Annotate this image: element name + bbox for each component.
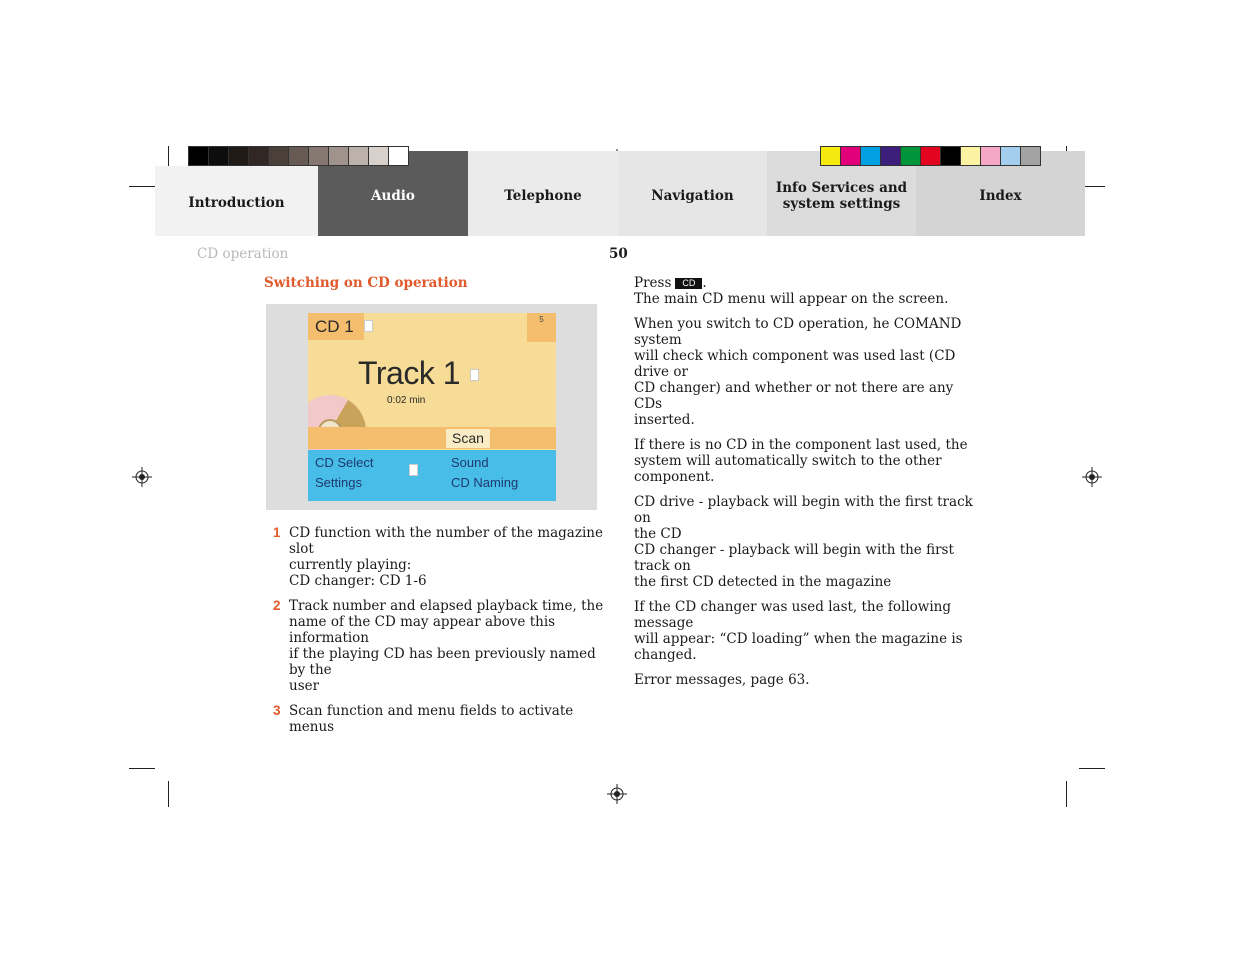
- page-number: 50: [609, 246, 628, 262]
- legend-number: 3: [273, 703, 281, 718]
- color-swatch: [861, 147, 881, 165]
- color-swatch: [269, 147, 289, 165]
- tab-label: system settings: [782, 195, 901, 212]
- body-line: If there is no CD in the component last used, the: [634, 437, 968, 453]
- legend-item: [264, 598, 609, 694]
- section-title: Switching on CD operation: [264, 275, 468, 291]
- cd-menu-bar: [308, 450, 556, 501]
- legend-text: Scan function and menu fields to activate menus: [289, 703, 574, 735]
- legend-text: user: [289, 678, 320, 694]
- scan-bar: [308, 427, 556, 449]
- color-swatch: [209, 147, 229, 165]
- color-swatch: [881, 147, 901, 165]
- running-header: CD operation: [197, 246, 289, 262]
- cd-function-label: CD 1: [308, 313, 364, 340]
- body-line: CD drive - playback will begin with the first track on: [634, 494, 973, 526]
- track-label: Track 1: [358, 355, 460, 391]
- elapsed-time: 0:02 min: [387, 395, 426, 406]
- menu-cd-naming[interactable]: CD Naming: [451, 475, 519, 490]
- color-swatch: [189, 147, 209, 165]
- body-paragraph: [634, 672, 979, 688]
- body-line: Error messages, page 63.: [634, 672, 810, 688]
- body-text: [634, 275, 979, 697]
- body-line: will check which component was used last (CD drive or: [634, 348, 956, 380]
- registration-mark-icon: [132, 467, 152, 487]
- body-line: the CD: [634, 526, 682, 542]
- slot-indicator: 5: [527, 313, 556, 342]
- color-calibration-strip: [820, 146, 1041, 166]
- color-swatch: [961, 147, 981, 165]
- body-line: changed.: [634, 647, 697, 663]
- crop-mark: [129, 186, 155, 187]
- menu-sound[interactable]: Sound: [451, 455, 489, 470]
- tab-label: Index: [979, 187, 1022, 204]
- color-swatch: [921, 147, 941, 165]
- body-line: If the CD changer was used last, the following message: [634, 599, 952, 631]
- body-line: The main CD menu will appear on the screen.: [634, 291, 949, 307]
- registration-mark-icon: [1082, 467, 1102, 487]
- tab-label: Navigation: [651, 187, 734, 204]
- body-line: the first CD detected in the magazine: [634, 574, 892, 590]
- tab-label: Telephone: [504, 187, 582, 204]
- color-swatch: [841, 147, 861, 165]
- menu-settings[interactable]: Settings: [315, 475, 362, 490]
- tab-label: Audio: [371, 187, 415, 204]
- press-suffix: .: [702, 275, 707, 291]
- callout-marker-3: [409, 464, 418, 476]
- body-line: will appear: “CD loading” when the magazine is: [634, 631, 963, 647]
- color-swatch: [289, 147, 309, 165]
- legend-text: currently playing:: [289, 557, 412, 573]
- tab-label: Info Services and: [775, 179, 908, 196]
- color-swatch: [309, 147, 329, 165]
- figure-legend: [264, 525, 609, 744]
- menu-cd-select[interactable]: CD Select: [315, 455, 374, 470]
- body-paragraph: [634, 291, 979, 307]
- press-instruction: [634, 275, 979, 291]
- color-swatch: [821, 147, 841, 165]
- body-line: inserted.: [634, 412, 695, 428]
- color-swatch: [981, 147, 1001, 165]
- tab-introduction[interactable]: [155, 166, 318, 236]
- body-paragraph: [634, 494, 979, 590]
- body-paragraph: [634, 599, 979, 663]
- color-swatch: [389, 147, 408, 165]
- tab-label: Introduction: [188, 195, 285, 211]
- color-swatch: [1001, 147, 1021, 165]
- crop-mark: [129, 768, 155, 769]
- color-swatch: [369, 147, 389, 165]
- scan-button[interactable]: Scan: [446, 429, 490, 448]
- color-swatch: [349, 147, 369, 165]
- body-paragraph: [634, 316, 979, 428]
- tab-telephone[interactable]: [468, 151, 618, 236]
- color-swatch: [329, 147, 349, 165]
- body-line: CD changer) and whether or not there are any CDs: [634, 380, 954, 412]
- legend-text: Track number and elapsed playback time, the: [289, 598, 604, 614]
- color-swatch: [249, 147, 269, 165]
- legend-text: name of the CD may appear above this information: [289, 614, 556, 646]
- legend-text: CD changer: CD 1-6: [289, 573, 427, 589]
- color-swatch: [941, 147, 961, 165]
- cd-screen: [308, 313, 556, 501]
- color-swatch: [1021, 147, 1040, 165]
- body-line: component.: [634, 469, 715, 485]
- color-swatch: [901, 147, 921, 165]
- press-prefix: Press: [634, 275, 672, 291]
- tab-navigation[interactable]: [618, 151, 767, 236]
- legend-text: if the playing CD has been previously named by the: [289, 646, 596, 678]
- body-line: system will automatically switch to the other: [634, 453, 942, 469]
- color-swatch: [229, 147, 249, 165]
- cd-screen-figure: [266, 304, 597, 510]
- crop-mark: [1066, 781, 1067, 807]
- legend-item: [264, 525, 609, 589]
- body-paragraph: [634, 437, 979, 485]
- callout-marker-2: [470, 369, 479, 381]
- callout-marker-1: [364, 320, 373, 332]
- legend-text: CD function with the number of the magazine slot: [289, 525, 603, 557]
- legend-number: 2: [273, 598, 281, 613]
- cd-key-icon: CD: [675, 278, 702, 289]
- crop-mark: [168, 781, 169, 807]
- registration-mark-icon: [607, 784, 627, 804]
- crop-mark: [1079, 768, 1105, 769]
- body-line: When you switch to CD operation, he COMAND system: [634, 316, 962, 348]
- gray-calibration-strip: [188, 146, 409, 166]
- legend-number: 1: [273, 525, 281, 540]
- body-line: CD changer - playback will begin with the first track on: [634, 542, 954, 574]
- body-paragraphs: [634, 291, 979, 688]
- legend-item: [264, 703, 609, 735]
